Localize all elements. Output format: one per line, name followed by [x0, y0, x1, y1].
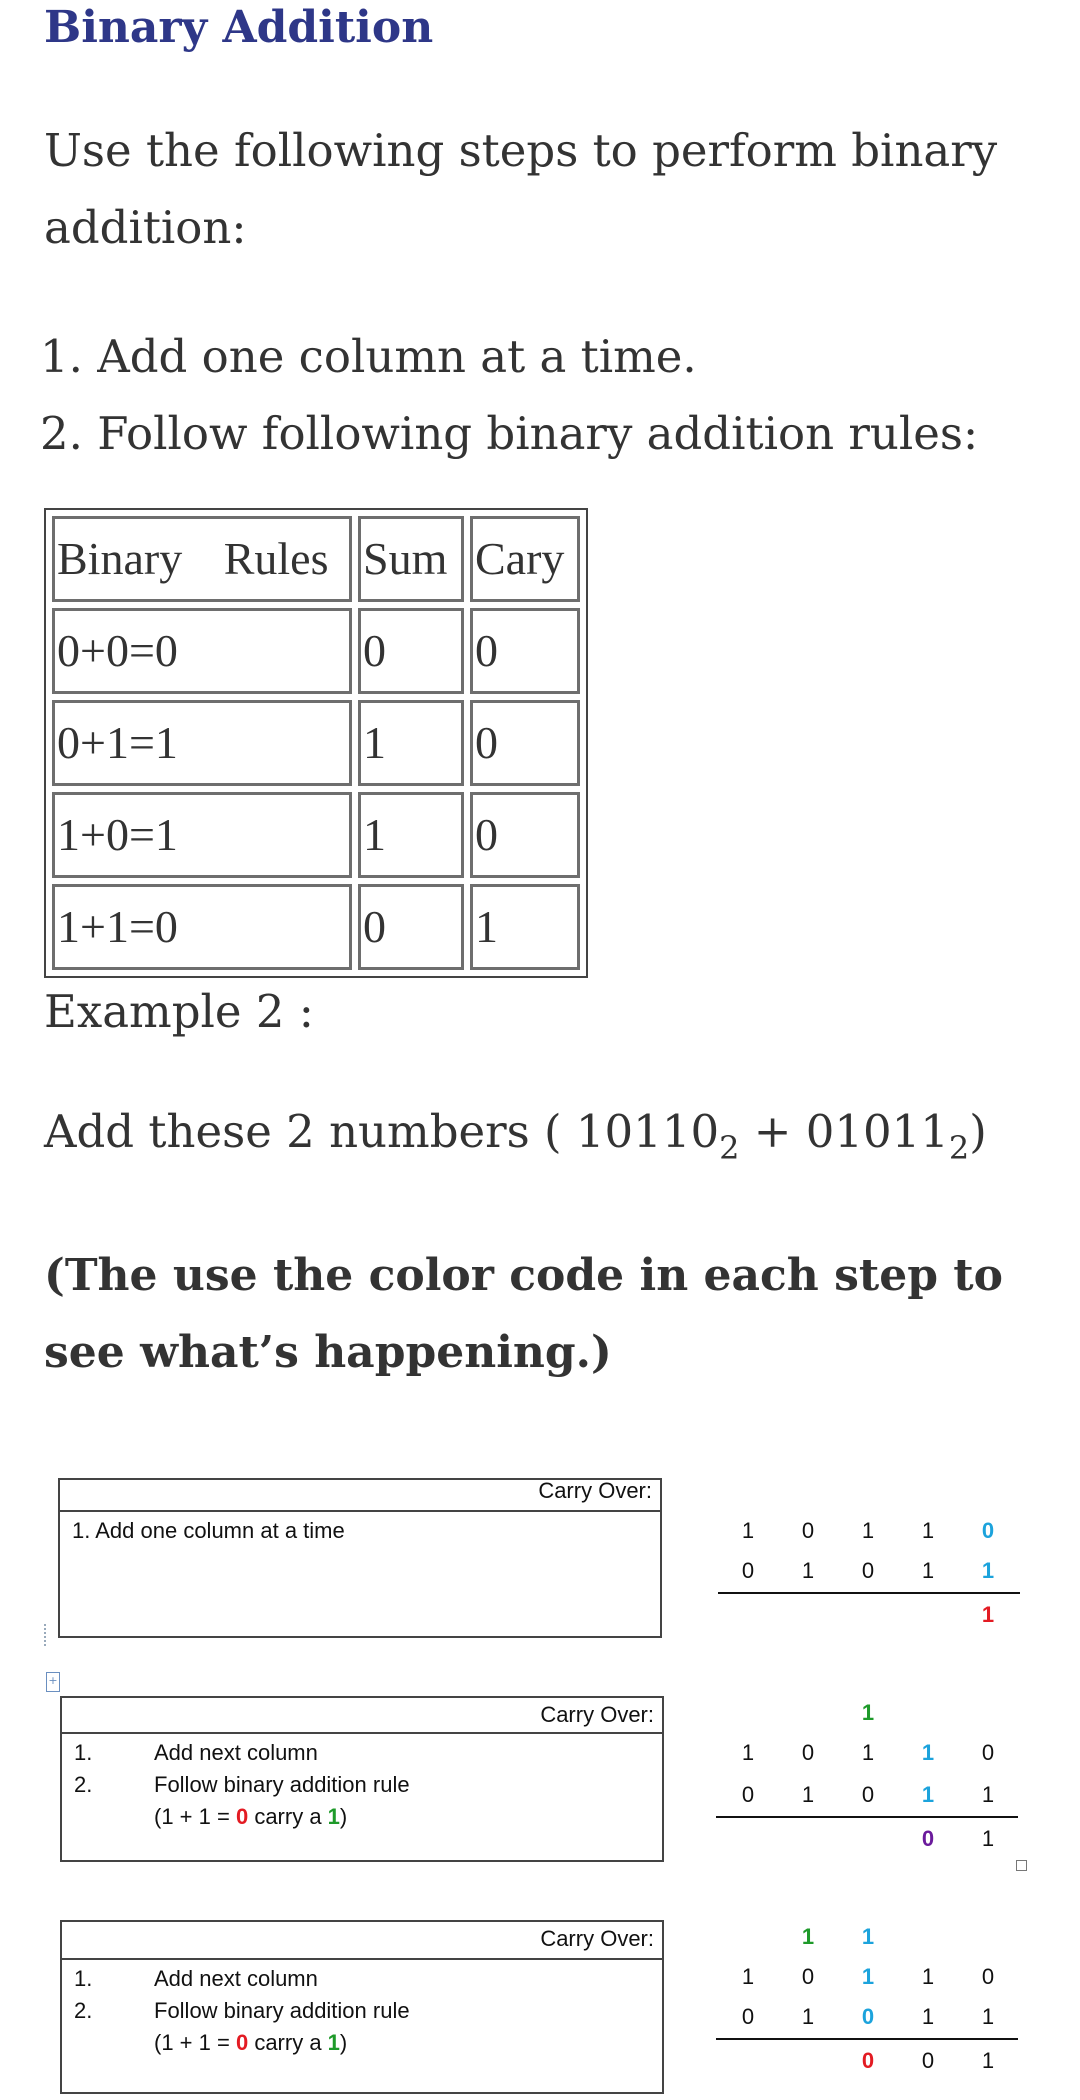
step-text: 1. Add one column at a time — [72, 1518, 345, 1543]
digit: 1 — [921, 1518, 935, 1543]
number-1: 10110 — [575, 1105, 720, 1158]
result-digit: 1 — [981, 1602, 995, 1627]
digit: 1 — [741, 1740, 755, 1765]
digit: 0 — [801, 1518, 815, 1543]
digit: 0 — [741, 1782, 755, 1807]
box-divider — [60, 1510, 660, 1512]
rule-mid: carry a — [248, 1804, 328, 1829]
rule-cell: 1+0=1 — [52, 792, 352, 878]
color-code-note: (The use the color code in each step to see what’s happening.) — [44, 1250, 1003, 1378]
digit: 1 — [921, 1740, 935, 1765]
rule-one: 1 — [327, 2030, 340, 2055]
table-row — [52, 700, 580, 786]
step-box — [60, 1920, 664, 2094]
sum-line — [716, 2038, 1018, 2040]
rule-suffix: ) — [339, 2030, 348, 2055]
move-handle-icon[interactable]: + — [46, 1672, 60, 1692]
carry-cell: 0 — [470, 792, 580, 878]
step-2: 2. Follow following binary addition rules: — [40, 407, 979, 460]
step-1: 1. Add one column at a time. — [40, 330, 697, 383]
digit: 1 — [801, 1558, 815, 1583]
digit: 0 — [801, 1964, 815, 1989]
sum-line — [718, 1592, 1020, 1594]
result-digit: 1 — [981, 1826, 995, 1851]
digit: 1 — [981, 1782, 995, 1807]
step-item-1: Add next column — [154, 1966, 318, 1991]
steps-list — [40, 318, 978, 472]
base-subscript-1: 2 — [719, 1129, 740, 1167]
item-number: 2. — [74, 1772, 93, 1797]
page-title: Binary Addition — [44, 2, 434, 53]
digit: 0 — [741, 1558, 755, 1583]
carry-cell: 0 — [470, 700, 580, 786]
digit: 1 — [861, 1740, 875, 1765]
digit: 0 — [801, 1740, 815, 1765]
rule-cell: 1+1=0 — [52, 884, 352, 970]
carry-cell: 1 — [470, 884, 580, 970]
resize-handle-icon[interactable] — [1016, 1860, 1027, 1871]
table-header-row — [52, 516, 580, 602]
sum-cell: 0 — [358, 884, 464, 970]
result-digit: 1 — [981, 2048, 995, 2073]
rule-one: 1 — [327, 1804, 340, 1829]
table-row — [52, 884, 580, 970]
digit: 0 — [981, 1740, 995, 1765]
result-digit: 0 — [921, 1826, 935, 1851]
carry-cell: 0 — [470, 608, 580, 694]
add-numbers-line — [44, 1105, 987, 1167]
carry-digit: 1 — [861, 1700, 875, 1725]
item-number: 1. — [74, 1740, 93, 1765]
binary-rules-table — [44, 508, 588, 978]
digit: 1 — [921, 1558, 935, 1583]
digit: 1 — [981, 2004, 995, 2029]
digit: 1 — [921, 2004, 935, 2029]
digit: 1 — [921, 1782, 935, 1807]
digit: 1 — [741, 1964, 755, 1989]
plus-sign: + — [739, 1105, 806, 1158]
box-divider — [62, 1958, 662, 1960]
sum-cell: 1 — [358, 700, 464, 786]
digit: 0 — [741, 2004, 755, 2029]
sum-cell: 1 — [358, 792, 464, 878]
number-2: 01011 — [805, 1105, 949, 1158]
sum-line — [716, 1816, 1018, 1818]
header-sum: Sum — [358, 516, 464, 602]
table-row — [52, 792, 580, 878]
result-digit: 0 — [861, 2048, 875, 2073]
example-label: Example 2 : — [44, 985, 314, 1038]
result-digit: 0 — [921, 2048, 935, 2073]
rule-suffix: ) — [339, 1804, 348, 1829]
digit: 1 — [861, 1964, 875, 1989]
digit: 0 — [981, 1964, 995, 1989]
step-item-2: Follow binary addition rule — [154, 1772, 410, 1797]
digit: 1 — [801, 1782, 815, 1807]
box-divider — [62, 1732, 662, 1734]
step-item-2: Follow binary addition rule — [154, 1998, 410, 2023]
digit: 0 — [981, 1518, 995, 1543]
rule-note — [154, 1804, 347, 1830]
rule-cell: 0+1=1 — [52, 700, 352, 786]
carry-digit: 1 — [861, 1924, 875, 1949]
header-binary-rules: Binary Rules — [52, 516, 352, 602]
carry-over-label: Carry Over: — [540, 1702, 654, 1727]
base-subscript-2: 2 — [948, 1129, 970, 1167]
table-row — [52, 608, 580, 694]
digit: 1 — [981, 1558, 995, 1583]
intro-text: Use the following steps to perform binary addition: — [44, 124, 998, 254]
item-number: 2. — [74, 1998, 93, 2023]
digit: 0 — [861, 2004, 875, 2029]
carry-over-label: Carry Over: — [540, 1926, 654, 1951]
rule-mid: carry a — [248, 2030, 328, 2055]
sum-cell: 0 — [358, 608, 464, 694]
digit: 1 — [861, 1518, 875, 1543]
step-item-1: Add next column — [154, 1740, 318, 1765]
digit: 0 — [861, 1782, 875, 1807]
add-prefix: Add these 2 numbers ( — [44, 1105, 576, 1158]
step-box — [60, 1696, 664, 1862]
rule-zero: 0 — [235, 1804, 249, 1829]
rule-zero: 0 — [235, 2030, 249, 2055]
rule-cell: 0+0=0 — [52, 608, 352, 694]
add-suffix: ) — [969, 1105, 987, 1158]
rule-prefix: (1 + 1 = — [154, 2030, 236, 2055]
carry-over-label: Carry Over: — [538, 1478, 652, 1503]
header-cary: Cary — [470, 516, 580, 602]
step-box — [58, 1478, 662, 1638]
digit: 1 — [741, 1518, 755, 1543]
digit: 0 — [861, 1558, 875, 1583]
anchor-marker — [44, 1624, 48, 1646]
digit: 1 — [801, 2004, 815, 2029]
rule-prefix: (1 + 1 = — [154, 1804, 236, 1829]
digit: 1 — [921, 1964, 935, 1989]
item-number: 1. — [74, 1966, 93, 1991]
rule-note — [154, 2030, 347, 2056]
carry-digit: 1 — [801, 1924, 815, 1949]
